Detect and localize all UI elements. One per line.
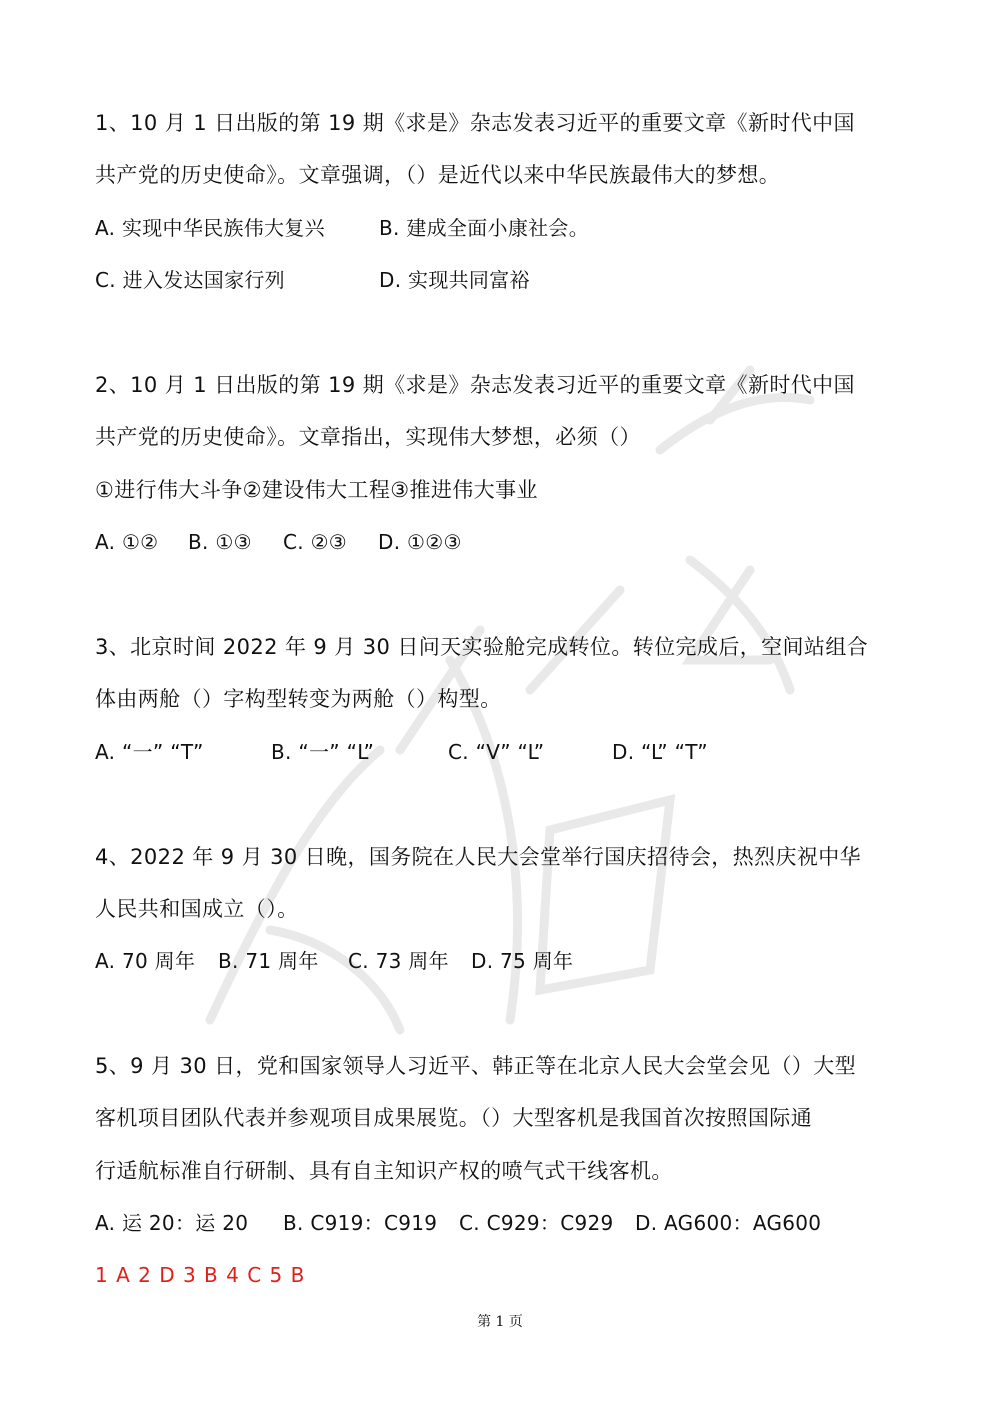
question-4-option-a: A. 70 周年 xyxy=(95,949,196,973)
question-3-option-b: B. “一” “L” xyxy=(271,740,375,764)
question-2-line-2: 共产党的历史使命》。文章指出，实现伟大梦想，必须（） xyxy=(95,425,641,449)
question-5-option-a: A. 运 20：运 20 xyxy=(95,1211,249,1235)
question-3-line-1: 3、北京时间 2022 年 9 月 30 日问天实验舱完成转位。转位完成后，空间站组合 xyxy=(95,635,869,659)
question-2-option-b: B. ①③ xyxy=(188,530,252,554)
question-1-option-a: A. 实现中华民族伟大复兴 xyxy=(95,216,325,240)
question-2-line-3: ①进行伟大斗争②建设伟大工程③推进伟大事业 xyxy=(95,478,538,502)
question-4-line-1: 4、2022 年 9 月 30 日晚，国务院在人民大会堂举行国庆招待会，热烈庆祝中华 xyxy=(95,845,862,869)
question-5-line-2: 客机项目团队代表并参观项目成果展览。（）大型客机是我国首次按照国际通 xyxy=(95,1106,813,1130)
question-2-line-1: 2、10 月 1 日出版的第 19 期《求是》杂志发表习近平的重要文章《新时代中国 xyxy=(95,373,855,397)
question-3-option-d: D. “L” “T” xyxy=(612,740,708,764)
question-5-line-1: 5、9 月 30 日，党和国家领导人习近平、韩正等在北京人民大会堂会见（）大型 xyxy=(95,1054,857,1078)
question-2-option-c: C. ②③ xyxy=(283,530,348,554)
question-3-line-2: 体由两舱（）字构型转变为两舱（）构型。 xyxy=(95,687,502,711)
answer-key: 1 A 2 D 3 B 4 C 5 B xyxy=(95,1263,306,1287)
question-4-option-d: D. 75 周年 xyxy=(471,949,574,973)
question-3-option-c: C. “V” “L” xyxy=(448,740,545,764)
question-5-option-c: C. C929：C929 xyxy=(459,1211,614,1235)
question-4-option-b: B. 71 周年 xyxy=(218,949,319,973)
question-4-option-c: C. 73 周年 xyxy=(348,949,449,973)
question-1-option-c: C. 进入发达国家行列 xyxy=(95,268,285,292)
question-1-option-d: D. 实现共同富裕 xyxy=(379,268,530,292)
question-2-option-d: D. ①②③ xyxy=(378,530,462,554)
question-1-line-1: 1、10 月 1 日出版的第 19 期《求是》杂志发表习近平的重要文章《新时代中国 xyxy=(95,111,855,135)
question-1-option-b: B. 建成全面小康社会。 xyxy=(379,216,590,240)
question-3-option-a: A. “一” “T” xyxy=(95,740,204,764)
question-2-option-a: A. ①② xyxy=(95,530,159,554)
question-5-option-b: B. C919：C919 xyxy=(283,1211,438,1235)
question-5-line-3: 行适航标准自行研制、具有自主知识产权的喷气式干线客机。 xyxy=(95,1159,673,1183)
page-footer: 第 1 页 xyxy=(477,1314,523,1330)
question-4-line-2: 人民共和国成立（）。 xyxy=(95,897,299,921)
question-5-option-d: D. AG600：AG600 xyxy=(635,1211,822,1235)
question-1-line-2: 共产党的历史使命》。文章强调，（）是近代以来中华民族最伟大的梦想。 xyxy=(95,163,781,187)
